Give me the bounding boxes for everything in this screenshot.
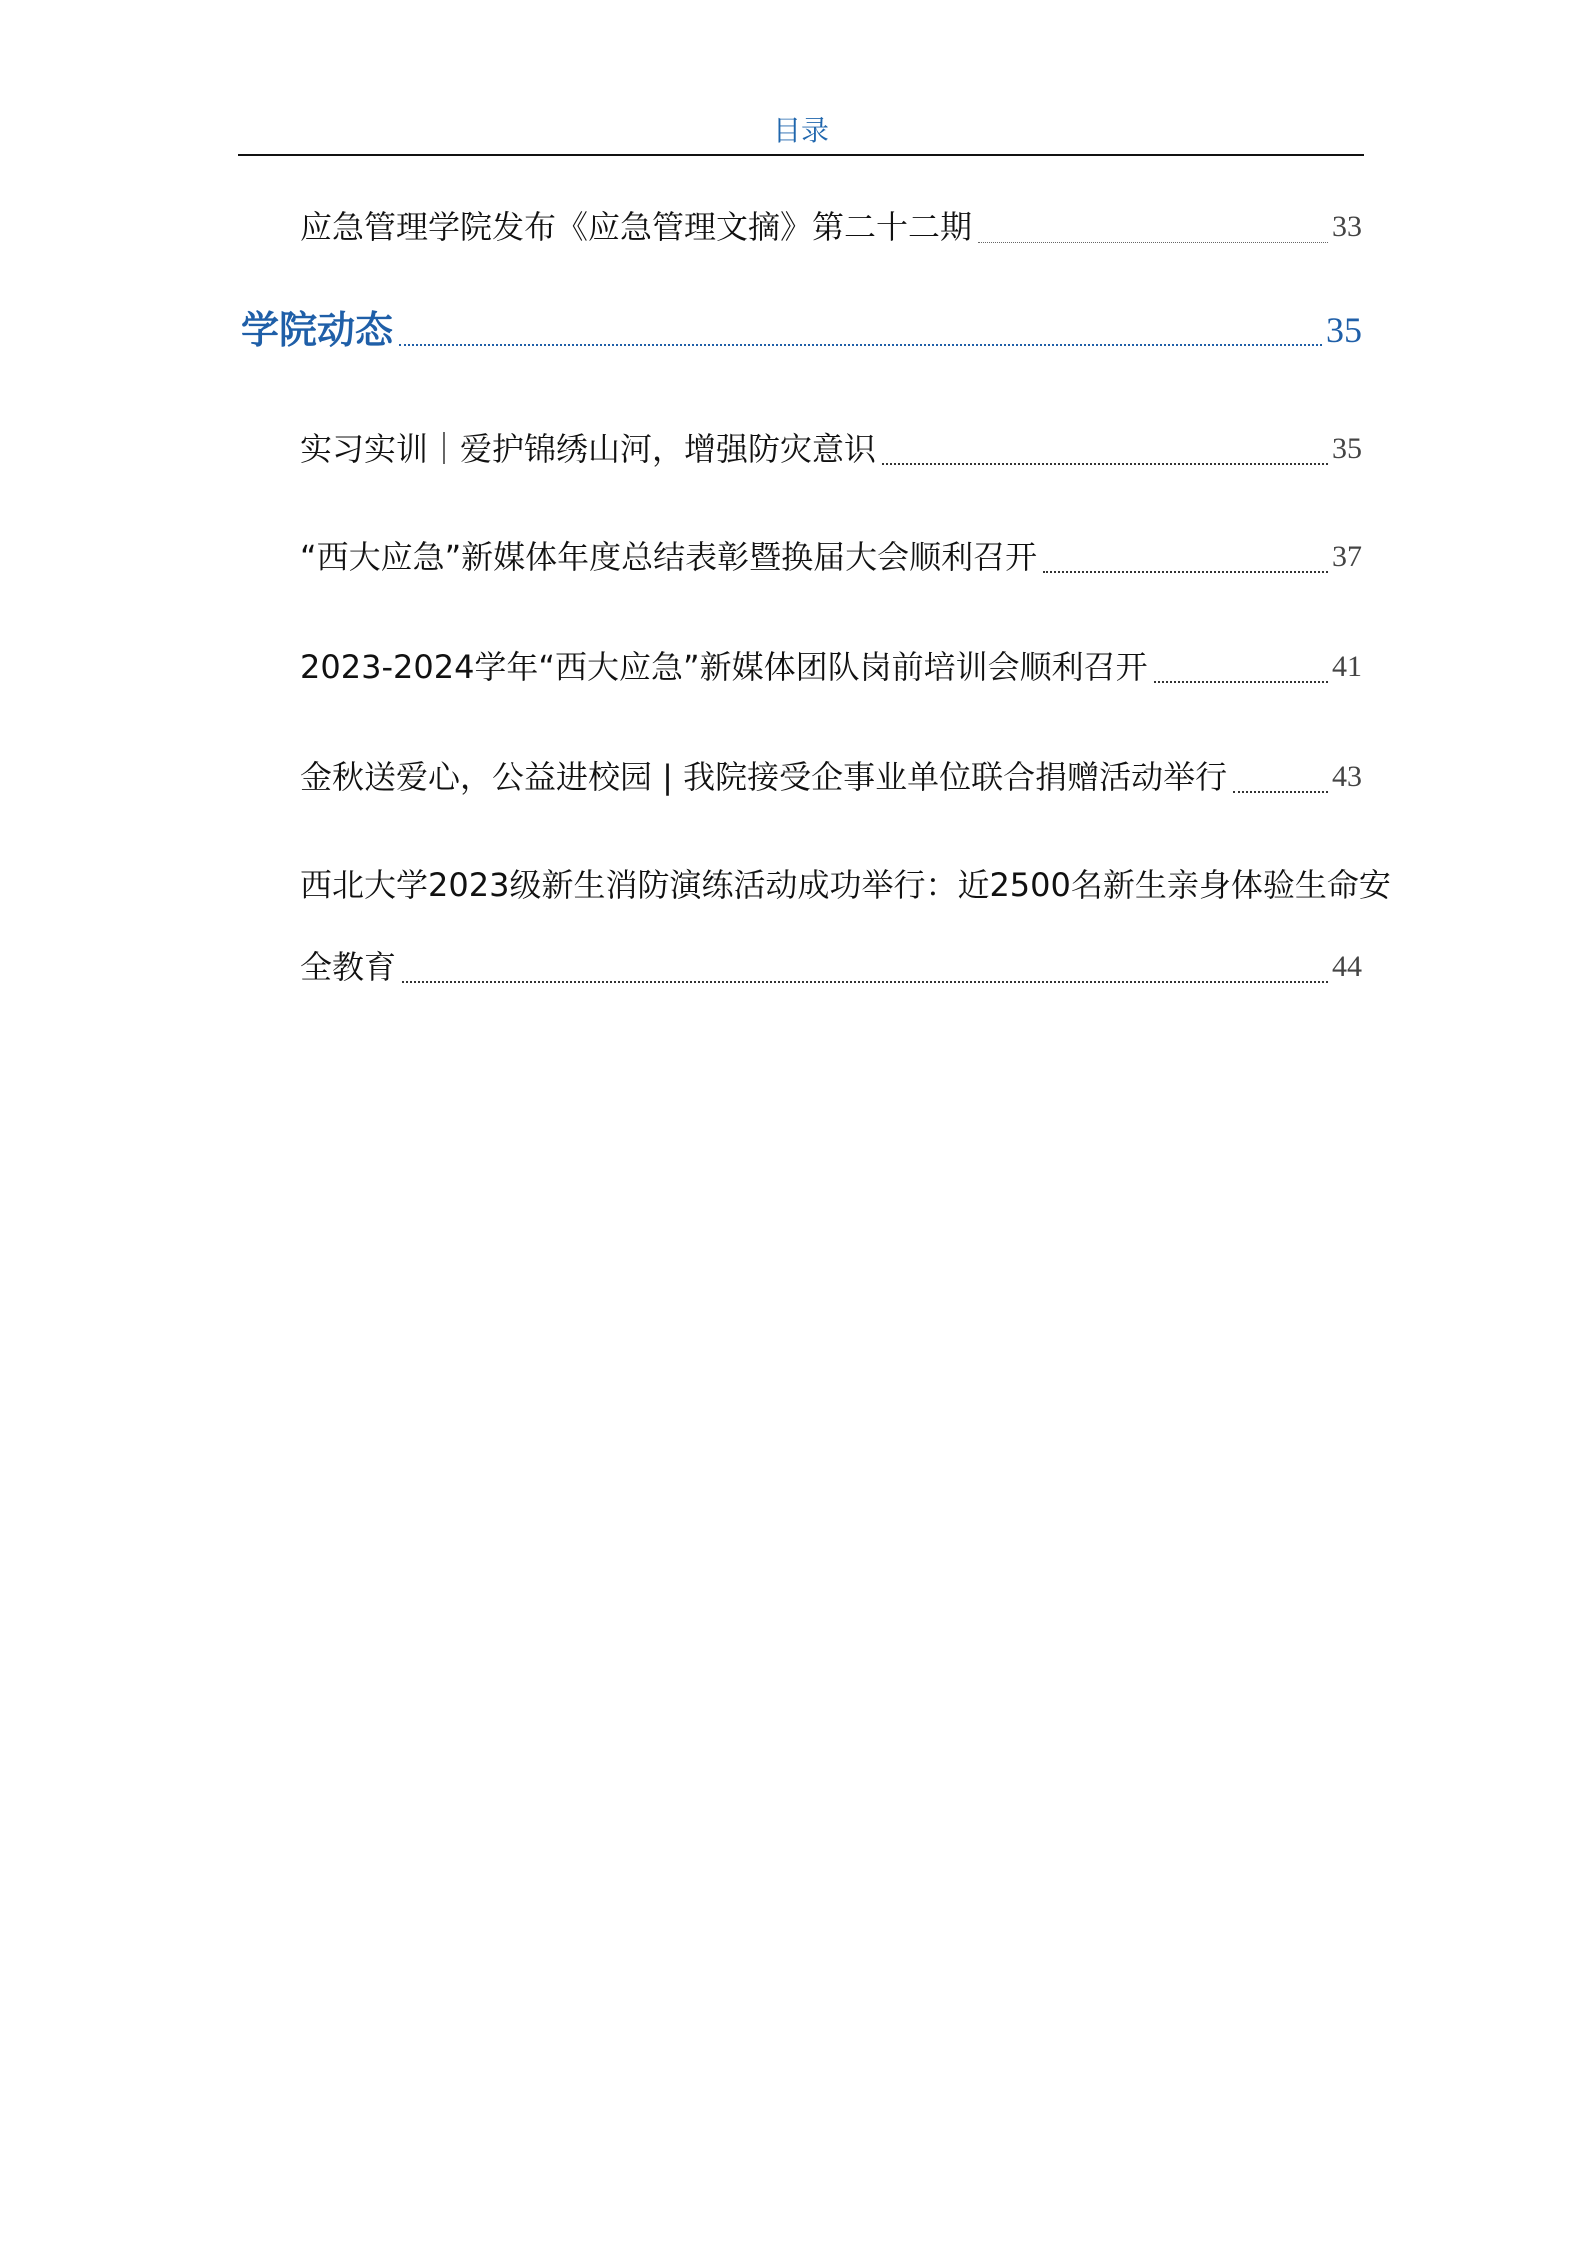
toc-page-number: 41 — [1332, 650, 1362, 683]
toc-entry-title-line1[interactable]: 西北大学2023级新生消防演练活动成功举行：近2500名新生亲身体验生命安 — [300, 866, 1391, 904]
toc-entry-title: 2023-2024学年“西大应急”新媒体团队岗前培训会顺利召开 — [300, 648, 1148, 686]
page-header-title: 目录 — [772, 114, 829, 147]
toc-page-number: 43 — [1332, 760, 1362, 793]
toc-leader-dots — [978, 242, 1328, 243]
toc-entry[interactable] — [300, 642, 1362, 692]
toc-page-number: 35 — [1326, 310, 1362, 350]
header-divider — [238, 154, 1364, 156]
toc-section-title: 学院动态 — [241, 308, 394, 352]
toc-entry[interactable] — [300, 752, 1362, 802]
toc-entry[interactable] — [300, 532, 1362, 582]
toc-entry-title: 实习实训｜爱护锦绣山河，增强防灾意识 — [300, 430, 877, 468]
toc-entry-title-line2: 全教育 — [300, 948, 397, 986]
toc-leader-dots — [1233, 791, 1328, 793]
toc-leader-dots — [882, 463, 1328, 465]
toc-leader-dots — [399, 344, 1322, 346]
toc-entry-title: 金秋送爱心，公益进校园 | 我院接受企事业单位联合捐赠活动举行 — [300, 758, 1228, 796]
toc-leader-dots — [1043, 571, 1328, 573]
toc-entry[interactable] — [300, 202, 1362, 252]
toc-entry[interactable] — [300, 424, 1362, 474]
toc-leader-dots — [1154, 681, 1328, 683]
toc-entry-title: 应急管理学院发布《应急管理文摘》第二十二期 — [300, 208, 973, 246]
toc-leader-dots — [402, 981, 1328, 983]
toc-section-heading[interactable] — [241, 302, 1362, 358]
toc-page-number: 35 — [1332, 432, 1362, 465]
toc-page-number: 33 — [1332, 210, 1362, 243]
toc-entry[interactable] — [300, 942, 1362, 992]
toc-entry-title: “西大应急”新媒体年度总结表彰暨换届大会顺利召开 — [300, 538, 1038, 576]
toc-page-number: 37 — [1332, 540, 1362, 573]
toc-page-number: 44 — [1332, 950, 1362, 983]
